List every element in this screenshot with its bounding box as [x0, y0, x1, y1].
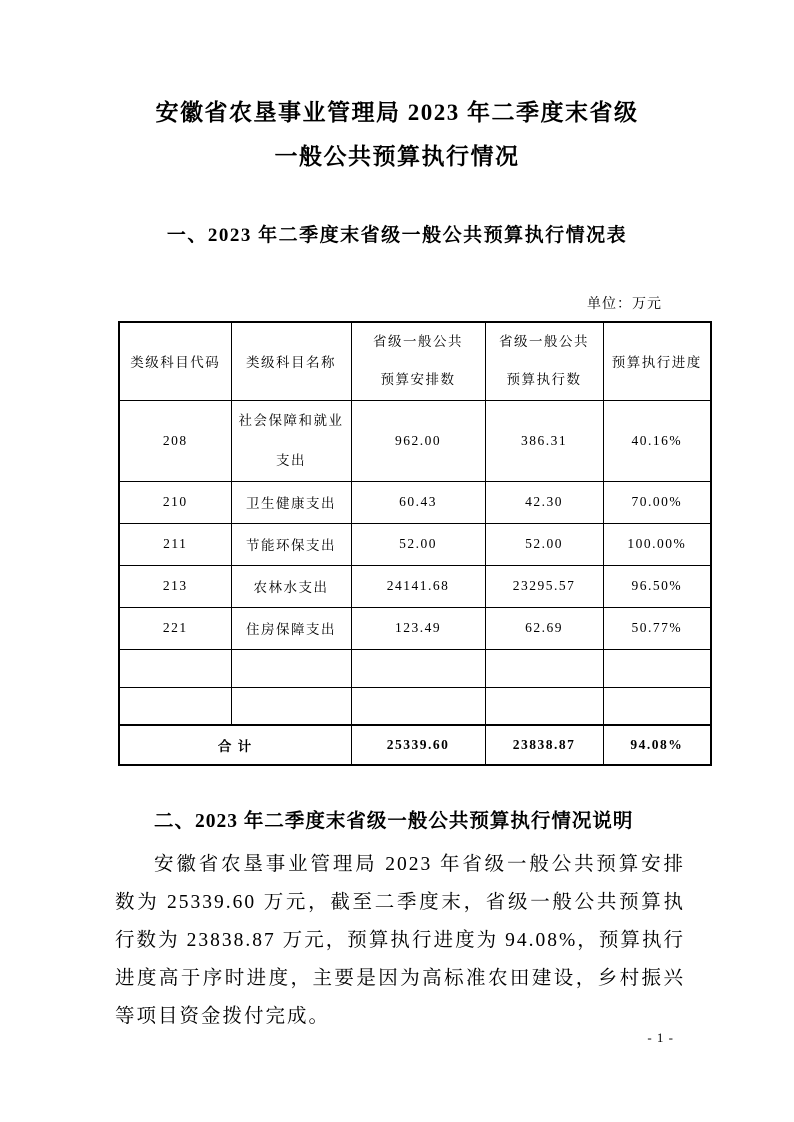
- cell-executed: 23295.57: [485, 565, 603, 607]
- cell-name: 农林水支出: [231, 565, 351, 607]
- document-title: [0, 0, 794, 173]
- col-header-executed-lines: [486, 323, 603, 399]
- cell-name-lines: [232, 401, 351, 481]
- cell-arranged: 123.49: [351, 607, 485, 649]
- section1-heading: 一、2023 年二季度末省级一般公共预算执行情况表: [166, 225, 628, 246]
- cell-code: 213: [119, 565, 231, 607]
- col-header-arranged-line1: 省级一般公共: [373, 334, 463, 350]
- cell-executed: [485, 687, 603, 725]
- cell-total-progress: 94.08%: [603, 725, 711, 765]
- cell-executed: [485, 649, 603, 687]
- cell-code: [119, 687, 231, 725]
- table-row-221: [119, 607, 711, 649]
- cell-name: [231, 687, 351, 725]
- table-row-empty: [119, 687, 711, 725]
- cell-name: [231, 400, 351, 481]
- cell-progress: 96.50%: [603, 565, 711, 607]
- cell-code: 210: [119, 481, 231, 523]
- page-number: - 1 -: [647, 1030, 674, 1045]
- cell-name: [231, 649, 351, 687]
- cell-code: [119, 649, 231, 687]
- cell-name: 住房保障支出: [231, 607, 351, 649]
- cell-progress: 100.00%: [603, 523, 711, 565]
- cell-code: 221: [119, 607, 231, 649]
- cell-total-executed: 23838.87: [485, 725, 603, 765]
- explanation-paragraph: 安徽省农垦事业管理局 2023 年省级一般公共预算安排数为 25339.60 万元，截至二季度末，省级一般公共预算执行数为 23838.87 万元，预算执行进度为 94.08%，预算执行进度高于序时进度，主要是因为高标准农田建设，乡村振兴等项目资金拨付完成。: [115, 854, 685, 1027]
- cell-arranged: 962.00: [351, 400, 485, 481]
- cell-executed: 386.31: [485, 400, 603, 481]
- cell-total-label: 合 计: [119, 725, 351, 765]
- cell-arranged: 52.00: [351, 523, 485, 565]
- document-title-line1: 安徽省农垦事业管理局 2023 年二季度末省级: [155, 100, 639, 125]
- cell-total-arranged: 25339.60: [351, 725, 485, 765]
- table-row-208: [119, 400, 711, 481]
- cell-progress: [603, 687, 711, 725]
- cell-name: 节能环保支出: [231, 523, 351, 565]
- cell-arranged: 24141.68: [351, 565, 485, 607]
- col-header-name: 类级科目名称: [231, 322, 351, 400]
- cell-executed: 52.00: [485, 523, 603, 565]
- budget-table: [118, 321, 712, 766]
- document-title-line2: 一般公共预算执行情况: [274, 144, 520, 169]
- cell-name: 卫生健康支出: [231, 481, 351, 523]
- table-total-row: [119, 725, 711, 765]
- table-area: [118, 295, 710, 766]
- cell-executed: 62.69: [485, 607, 603, 649]
- cell-code: 211: [119, 523, 231, 565]
- cell-code: 208: [119, 400, 231, 481]
- section2-heading: 二、2023 年二季度末省级一般公共预算执行情况说明: [154, 811, 634, 832]
- col-header-executed-line2: 预算执行数: [506, 372, 582, 388]
- cell-progress: 70.00%: [603, 481, 711, 523]
- cell-arranged: [351, 649, 485, 687]
- cell-arranged: [351, 687, 485, 725]
- cell-executed: 42.30: [485, 481, 603, 523]
- col-header-arranged: [351, 322, 485, 400]
- col-header-arranged-lines: [352, 323, 485, 399]
- table-row-211: [119, 523, 711, 565]
- table-header-row: [119, 322, 711, 400]
- unit-label: 单位：万元: [587, 297, 662, 312]
- col-header-progress: 预算执行进度: [603, 322, 711, 400]
- cell-name-line2: 支出: [276, 452, 306, 468]
- col-header-executed-line1: 省级一般公共: [499, 334, 589, 350]
- table-row-210: [119, 481, 711, 523]
- cell-progress: 50.77%: [603, 607, 711, 649]
- cell-progress: 40.16%: [603, 400, 711, 481]
- col-header-code: 类级科目代码: [119, 322, 231, 400]
- table-row-empty: [119, 649, 711, 687]
- col-header-arranged-line2: 预算安排数: [380, 372, 456, 388]
- table-row-213: [119, 565, 711, 607]
- cell-progress: [603, 649, 711, 687]
- cell-name-line1: 社会保障和就业: [238, 412, 344, 428]
- cell-arranged: 60.43: [351, 481, 485, 523]
- col-header-executed: [485, 322, 603, 400]
